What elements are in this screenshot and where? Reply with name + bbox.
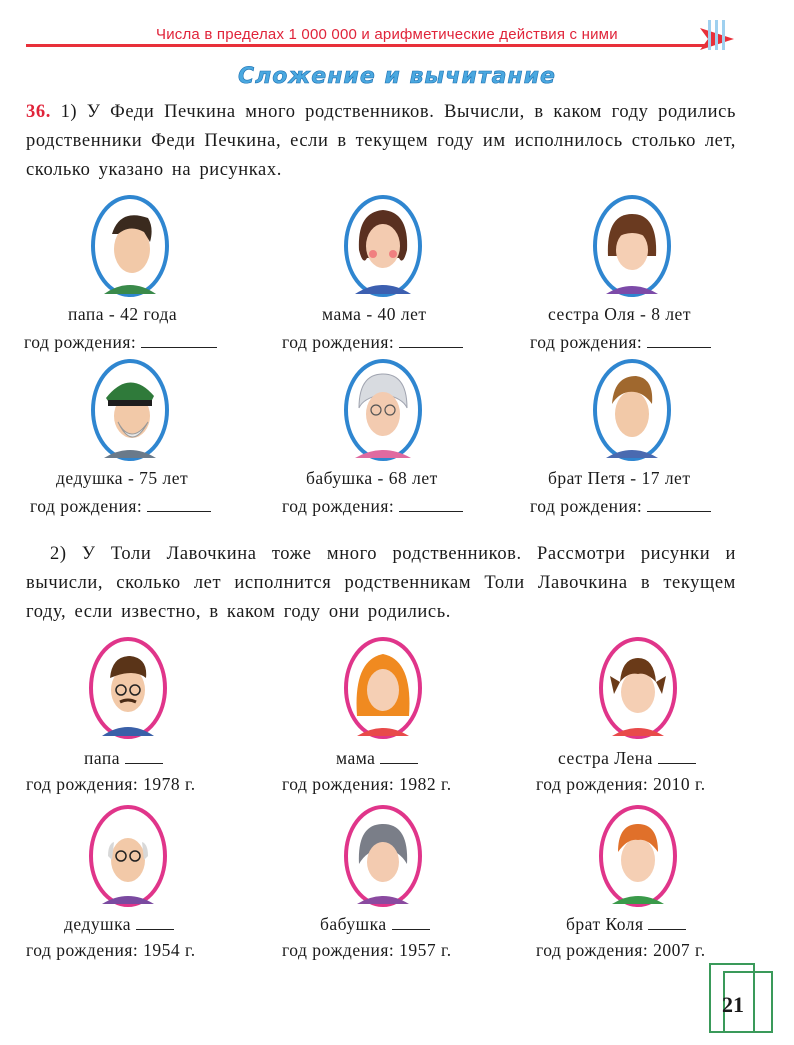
answer-blank[interactable] — [647, 497, 711, 512]
caption-mama-1: мама - 40 лет — [322, 304, 427, 324]
portrait-mama-2 — [343, 636, 423, 740]
caption-grandpa-1: дедушка - 75 лет — [56, 468, 189, 488]
task-number: 36. — [26, 102, 51, 122]
birth-brother-kolya: год рождения: 2007 г. — [536, 940, 706, 960]
portrait-mama-1 — [343, 194, 423, 298]
answer-blank[interactable] — [125, 749, 163, 764]
answer-blank[interactable] — [648, 915, 686, 930]
portrait-grandma-2 — [343, 804, 423, 908]
portrait-grandma-1 — [343, 358, 423, 462]
caption-sister-olya: сестра Оля - 8 лет — [548, 304, 691, 324]
caption-brother-kolya: брат Коля — [566, 914, 686, 935]
portrait-sister-lena — [598, 636, 678, 740]
caption-grandpa-2: дедушка — [64, 914, 174, 935]
birth-mama-2: год рождения: 1982 г. — [282, 774, 452, 794]
answer-blank[interactable] — [380, 749, 418, 764]
page-number: 21 — [722, 992, 744, 1017]
caption-grandma-2: бабушка — [320, 914, 430, 935]
task-part2-text: 2) У Толи Лавочкина тоже много родственников. Рассмотри рисунки и вычисли, сколько лет исполнится родственникам Толи Лавочкина в текущем году, если известно, в каком году они родились. — [26, 544, 736, 622]
birth-papa-2: год рождения: 1978 г. — [26, 774, 196, 794]
task-part1-paragraph — [26, 98, 736, 185]
portrait-papa-1 — [90, 194, 170, 298]
caption-sister-lena: сестра Лена — [558, 748, 696, 769]
birth-grandma-2: год рождения: 1957 г. — [282, 940, 452, 960]
answer-blank[interactable] — [658, 749, 696, 764]
header-rule — [26, 44, 706, 47]
birth-grandpa-2: год рождения: 1954 г. — [26, 940, 196, 960]
section-title: Сложение и вычитание — [238, 64, 556, 89]
caption-brother-petya: брат Петя - 17 лет — [548, 468, 691, 488]
birth-sister-lena: год рождения: 2010 г. — [536, 774, 706, 794]
answer-blank[interactable] — [399, 333, 463, 348]
portrait-grandpa-1 — [90, 358, 170, 462]
birth-mama-1: год рождения: — [282, 332, 463, 353]
portrait-brother-petya — [592, 358, 672, 462]
answer-blank[interactable] — [392, 915, 430, 930]
answer-blank[interactable] — [141, 333, 217, 348]
answer-blank[interactable] — [399, 497, 463, 512]
answer-blank[interactable] — [147, 497, 211, 512]
caption-papa-2: папа — [84, 748, 163, 769]
task-part1-text: 1) У Феди Печкина много родственников. Вычисли, в каком году родились родственники Феди Печкина, если в текущем году им исполнилось столько лет, сколько указано на рисунках. — [26, 102, 736, 180]
birth-sister-olya: год рождения: — [530, 332, 711, 353]
birth-brother-petya: год рождения: — [530, 496, 711, 517]
birth-grandpa-1: год рождения: — [30, 496, 211, 517]
caption-mama-2: мама — [336, 748, 418, 769]
answer-blank[interactable] — [136, 915, 174, 930]
answer-blank[interactable] — [647, 333, 711, 348]
header-title: Числа в пределах 1 000 000 и арифметические действия с ними — [150, 26, 624, 43]
portrait-brother-kolya — [598, 804, 678, 908]
caption-papa-1: папа - 42 года — [68, 304, 178, 324]
caption-grandma-1: бабушка - 68 лет — [306, 468, 438, 488]
birth-papa-1: год рождения: — [24, 332, 217, 353]
portrait-papa-2 — [88, 636, 168, 740]
portrait-sister-olya — [592, 194, 672, 298]
birth-grandma-1: год рождения: — [282, 496, 463, 517]
portrait-grandpa-2 — [88, 804, 168, 908]
stripes-icon — [706, 20, 730, 50]
